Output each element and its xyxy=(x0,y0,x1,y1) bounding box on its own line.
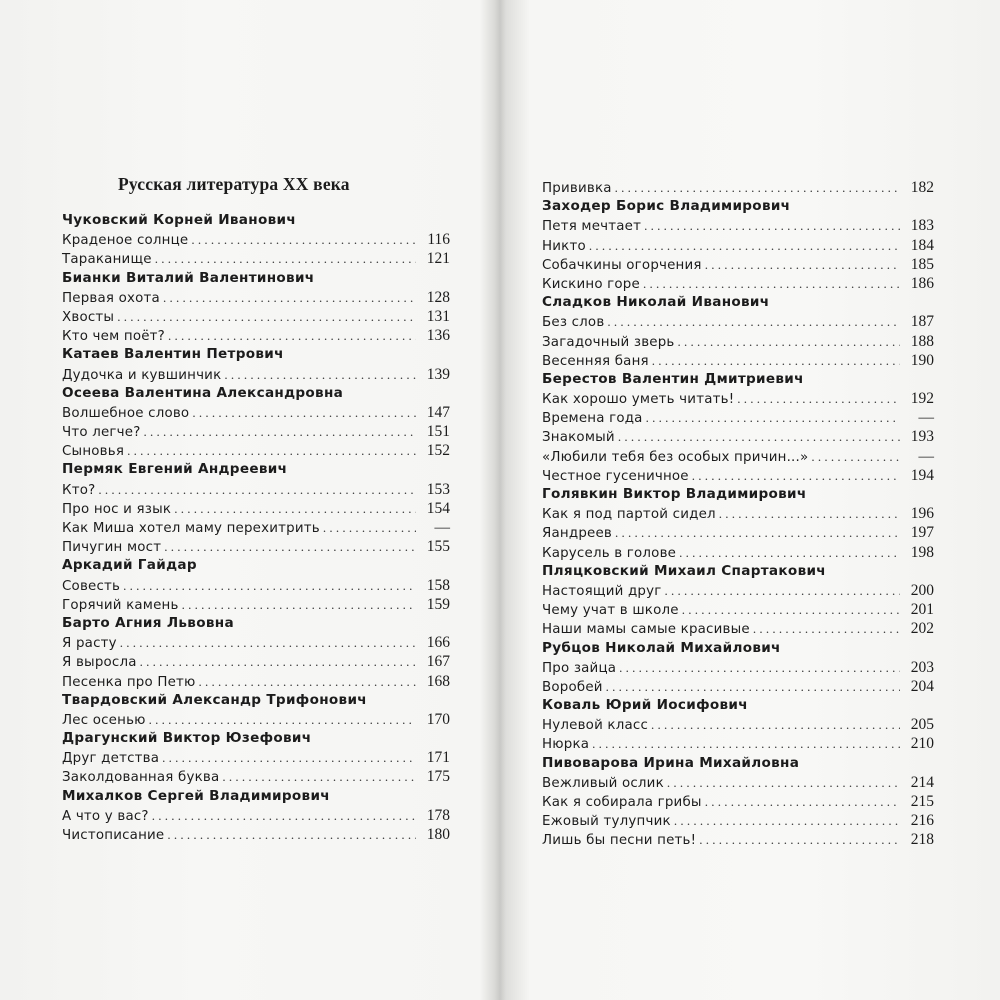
page-number: 210 xyxy=(910,735,934,753)
page-number: 136 xyxy=(426,327,450,345)
author-name: Драгунский Виктор Юзефович xyxy=(62,730,312,747)
dot-leader xyxy=(144,422,416,441)
toc-entry xyxy=(62,767,450,786)
page-number: 185 xyxy=(910,255,934,273)
page-number: 190 xyxy=(910,351,934,369)
dot-leader xyxy=(140,652,416,671)
page-number: 128 xyxy=(426,288,450,306)
dot-leader xyxy=(199,672,417,691)
entry-title: Яандреев xyxy=(542,526,612,542)
dot-leader xyxy=(152,806,416,825)
dot-leader xyxy=(651,715,900,734)
page-number: 188 xyxy=(910,332,934,350)
dot-leader xyxy=(692,466,900,485)
toc-entry xyxy=(62,307,450,326)
entry-title: Кто чем поёт? xyxy=(62,329,165,345)
dot-leader xyxy=(615,523,900,542)
toc-entry xyxy=(62,825,450,844)
page-number: 205 xyxy=(910,716,934,734)
dot-leader xyxy=(737,389,900,408)
entry-title: Вежливый ослик xyxy=(542,775,664,791)
dot-leader xyxy=(667,773,900,792)
toc-entry xyxy=(62,595,450,614)
dot-leader xyxy=(606,677,900,696)
entry-title: Первая охота xyxy=(62,290,160,306)
toc-entry xyxy=(62,480,450,499)
page-number: 166 xyxy=(426,634,450,652)
entry-title: Воробей xyxy=(542,679,603,695)
page-number: 167 xyxy=(426,653,450,671)
section-heading: Русская литература XX века xyxy=(118,174,350,194)
toc-entry xyxy=(62,365,450,384)
toc-entry xyxy=(542,504,934,523)
dot-leader xyxy=(164,537,416,556)
entry-title: Знакомый xyxy=(542,430,615,446)
toc-entry xyxy=(62,326,450,345)
entry-title: А что у вас? xyxy=(62,808,149,824)
author-name: Рубцов Николай Михайлович xyxy=(542,639,781,656)
toc-entry xyxy=(62,499,450,518)
entry-title: Как я под партой сидел xyxy=(542,507,716,523)
page-number: 183 xyxy=(910,217,934,235)
dot-leader xyxy=(168,326,416,345)
toc-entry xyxy=(542,389,934,408)
page-number: 116 xyxy=(427,231,450,249)
entry-title: Друг детства xyxy=(62,751,160,767)
entry-title: Времена года xyxy=(542,411,643,427)
page-number: 200 xyxy=(910,581,934,599)
entry-title: Лишь бы песни петь! xyxy=(542,833,697,849)
dot-leader xyxy=(678,332,900,351)
entry-title: Нюрка xyxy=(542,737,590,753)
toc-entry xyxy=(62,576,450,595)
entry-title: Что легче? xyxy=(62,425,141,441)
toc-entry xyxy=(542,715,934,734)
toc-entry xyxy=(542,792,934,811)
toc-entry xyxy=(542,351,934,370)
entry-title: Как хорошо уметь читать! xyxy=(542,392,735,408)
toc-entry xyxy=(542,427,934,446)
entry-title: Я выросла xyxy=(62,655,137,671)
entry-title: Ежовый тулупчик xyxy=(542,814,671,830)
toc-entry xyxy=(542,408,934,427)
author-name: Михалков Сергей Владимирович xyxy=(62,787,330,804)
author-name: Чуковский Корней Иванович xyxy=(62,212,296,228)
toc-entry xyxy=(542,811,934,830)
toc-entry xyxy=(62,288,450,307)
dot-leader xyxy=(589,236,900,255)
page-number: 184 xyxy=(910,236,934,254)
entry-title: Хвосты xyxy=(62,309,115,325)
entry-title: Волшебное слово xyxy=(62,405,190,421)
entry-title: Чему учат в школе xyxy=(542,603,679,619)
entry-title: Песенка про Петю xyxy=(62,674,196,690)
toc-entry xyxy=(62,537,450,556)
toc-entry xyxy=(62,672,450,691)
right-toc-list xyxy=(542,178,934,850)
dot-leader xyxy=(644,216,900,235)
dot-leader xyxy=(117,307,416,326)
toc-entry xyxy=(542,332,934,351)
page-number: — xyxy=(918,409,934,427)
toc-entry xyxy=(542,274,934,293)
page-number: 203 xyxy=(910,658,934,676)
page-number: 178 xyxy=(426,806,450,824)
dot-leader xyxy=(615,178,900,197)
author-name: Пляцковский Михаил Спартакович xyxy=(542,562,826,579)
page-number: 194 xyxy=(910,466,934,484)
page-number: 202 xyxy=(910,620,934,638)
entry-title: Нулевой класс xyxy=(542,718,649,734)
page-number: 196 xyxy=(910,505,934,523)
page-number: 171 xyxy=(426,749,450,767)
entry-title: Никто xyxy=(542,238,586,254)
entry-title: Прививка xyxy=(542,181,612,196)
toc-entry xyxy=(62,518,450,537)
dot-leader xyxy=(163,288,416,307)
dot-leader xyxy=(607,312,900,331)
dot-leader xyxy=(174,499,416,518)
page-number: 216 xyxy=(910,812,934,830)
toc-entry xyxy=(62,249,450,268)
entry-title: Заколдованная буква xyxy=(62,770,220,786)
dot-leader xyxy=(699,830,900,849)
entry-title: Пичугин мост xyxy=(62,540,162,556)
entry-title: Наши мамы самые красивые xyxy=(542,622,750,638)
page-number: 121 xyxy=(426,250,450,268)
toc-entry xyxy=(62,230,450,249)
toc-entry xyxy=(542,830,934,849)
toc-entry xyxy=(542,658,934,677)
page-number: 131 xyxy=(426,307,450,325)
toc-entry xyxy=(62,652,450,671)
dot-leader xyxy=(705,792,900,811)
page-number: 154 xyxy=(426,499,450,517)
author-name: Коваль Юрий Иосифович xyxy=(542,697,748,714)
author-name: Пермяк Евгений Андреевич xyxy=(62,461,288,478)
author-name: Сладков Николай Иванович xyxy=(542,294,770,311)
dot-leader xyxy=(719,504,900,523)
dot-leader xyxy=(618,427,900,446)
page-number: 159 xyxy=(426,595,450,613)
entry-title: Честное гусеничное xyxy=(542,468,689,484)
dot-leader xyxy=(646,408,900,427)
dot-leader xyxy=(619,658,900,677)
toc-entry xyxy=(542,581,934,600)
dot-leader xyxy=(98,480,416,499)
dot-leader xyxy=(162,748,416,767)
dot-leader xyxy=(643,274,900,293)
page-number: 180 xyxy=(426,826,450,843)
dot-leader xyxy=(705,255,900,274)
dot-leader xyxy=(679,543,900,562)
author-name: Голявкин Виктор Владимирович xyxy=(542,486,807,502)
dot-leader xyxy=(682,600,900,619)
toc-entry xyxy=(542,600,934,619)
entry-title: «Любили тебя без особых причин...» xyxy=(542,449,809,465)
dot-leader xyxy=(167,825,416,844)
author-name: Аркадий Гайдар xyxy=(62,557,197,574)
page-number: 215 xyxy=(910,793,934,810)
page-number: 155 xyxy=(426,538,450,556)
dot-leader xyxy=(222,767,416,786)
dot-leader xyxy=(182,595,416,614)
page-number: — xyxy=(918,447,934,465)
entry-title: Карусель в голове xyxy=(542,545,677,561)
page-number: 214 xyxy=(910,773,934,791)
toc-entry xyxy=(542,523,934,542)
dot-leader xyxy=(123,576,416,595)
entry-title: Сыновья xyxy=(62,444,125,460)
page-number: 175 xyxy=(426,768,450,786)
entry-title: Чистописание xyxy=(62,828,165,843)
entry-title: Петя мечтает xyxy=(542,219,642,235)
entry-title: Горячий камень xyxy=(62,597,179,613)
toc-entry xyxy=(542,677,934,696)
toc-entry xyxy=(542,734,934,753)
toc-entry xyxy=(542,619,934,638)
page-number: 168 xyxy=(426,672,450,690)
dot-leader xyxy=(323,518,416,537)
author-name: Барто Агния Львовна xyxy=(62,614,234,631)
page-number: 218 xyxy=(910,831,934,849)
page-number: 153 xyxy=(426,480,450,498)
author-name: Осеева Валентина Александровна xyxy=(62,384,344,401)
entry-title: Лес осенью xyxy=(62,712,146,728)
author-name: Катаев Валентин Петрович xyxy=(62,346,284,363)
page-number: 152 xyxy=(426,442,450,460)
toc-entry xyxy=(62,633,450,652)
dot-leader xyxy=(811,447,900,466)
page-number: 193 xyxy=(910,428,934,446)
page-number: 192 xyxy=(910,390,934,408)
page-number: 139 xyxy=(426,365,450,383)
dot-leader xyxy=(149,710,416,729)
page-number: 158 xyxy=(426,576,450,594)
left-toc-list xyxy=(62,211,450,844)
author-name: Пивоварова Ирина Михайловна xyxy=(542,754,800,771)
author-name: Заходер Борис Владимирович xyxy=(542,198,791,215)
entry-title: Совесть xyxy=(62,578,121,594)
page-number: 147 xyxy=(426,403,450,421)
page-number: 201 xyxy=(910,601,934,619)
dot-leader xyxy=(191,230,416,249)
entry-title: Тараканище xyxy=(62,252,152,268)
entry-title: Как Миша хотел маму перехитрить xyxy=(62,521,320,536)
toc-entry xyxy=(62,422,450,441)
entry-title: Кто? xyxy=(62,482,96,498)
toc-entry xyxy=(542,447,934,466)
page-number: 197 xyxy=(910,524,934,542)
entry-title: Собачкины огорчения xyxy=(542,257,702,273)
toc-entry xyxy=(542,216,934,235)
dot-leader xyxy=(127,441,416,460)
dot-leader xyxy=(674,811,900,830)
entry-title: Про нос и язык xyxy=(62,501,172,517)
page-number: 182 xyxy=(910,179,934,196)
dot-leader xyxy=(592,734,900,753)
entry-title: Я расту xyxy=(62,636,117,652)
toc-entry xyxy=(542,312,934,331)
toc-entry xyxy=(542,543,934,562)
page-number: 204 xyxy=(910,677,934,695)
entry-title: Без слов xyxy=(542,315,605,331)
page-number: 187 xyxy=(910,313,934,331)
page-number: 198 xyxy=(910,543,934,561)
dot-leader xyxy=(224,365,416,384)
entry-title: Кискино горе xyxy=(542,276,640,292)
toc-entry xyxy=(62,403,450,422)
entry-title: Дудочка и кувшинчик xyxy=(62,367,222,383)
toc-entry xyxy=(62,806,450,825)
toc-entry xyxy=(62,748,450,767)
page-number: — xyxy=(434,519,450,536)
page-number: 186 xyxy=(910,274,934,292)
dot-leader xyxy=(664,581,900,600)
page-number: 151 xyxy=(426,423,450,441)
entry-title: Про зайца xyxy=(542,660,617,676)
entry-title: Настоящий друг xyxy=(542,583,662,599)
dot-leader xyxy=(155,249,416,268)
dot-leader xyxy=(192,403,416,422)
dot-leader xyxy=(753,619,900,638)
entry-title: Весенняя баня xyxy=(542,353,649,369)
author-name: Берестов Валентин Дмитриевич xyxy=(542,370,804,387)
author-name: Бианки Виталий Валентинович xyxy=(62,269,315,286)
toc-entry xyxy=(542,236,934,255)
dot-leader xyxy=(652,351,900,370)
page-number: 170 xyxy=(426,710,450,728)
toc-entry xyxy=(62,441,450,460)
entry-title: Загадочный зверь xyxy=(542,334,675,350)
toc-entry xyxy=(542,178,934,197)
dot-leader xyxy=(120,633,416,652)
toc-entry xyxy=(62,710,450,729)
toc-entry xyxy=(542,255,934,274)
toc-entry xyxy=(542,466,934,485)
author-name: Твардовский Александр Трифонович xyxy=(62,691,367,708)
toc-entry xyxy=(542,773,934,792)
entry-title: Как я собирала грибы xyxy=(542,795,702,810)
entry-title: Краденое солнце xyxy=(62,233,189,249)
